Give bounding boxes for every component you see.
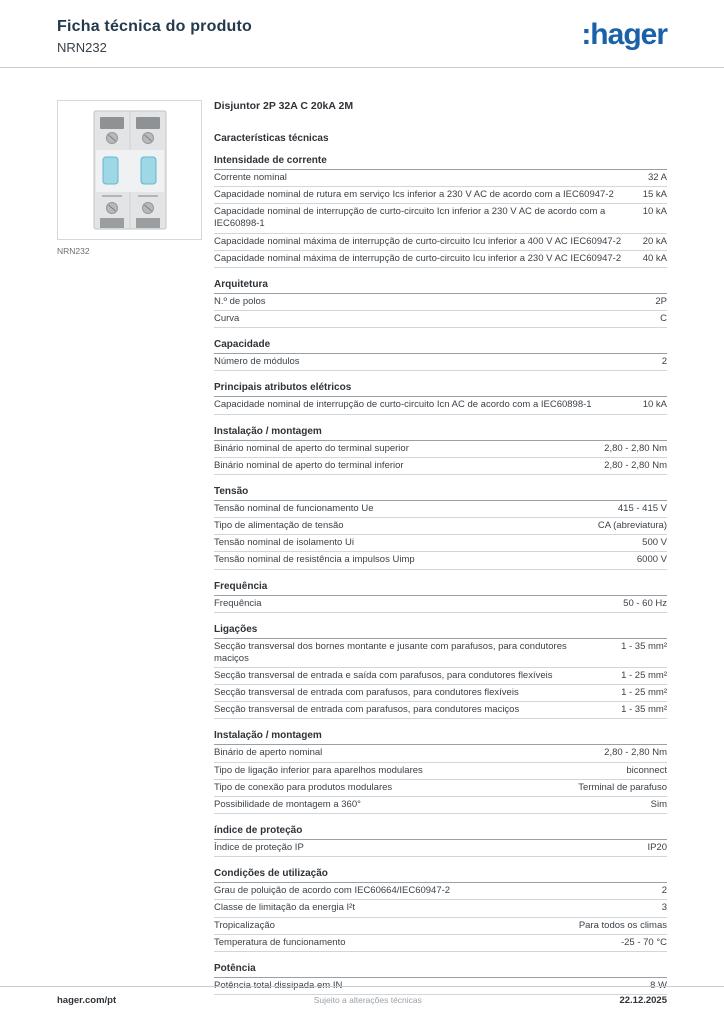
spec-row-label: Capacidade nominal de rutura em serviço Ics inferior a 230 V AC de acordo com a IEC60947-2 <box>214 189 614 201</box>
spec-row-value: 32 A <box>647 172 667 183</box>
spec-section <box>214 426 667 475</box>
spec-row <box>214 596 667 613</box>
spec-row-label: Tipo de ligação inferior para aparelhos modulares <box>214 764 423 776</box>
spec-row-value: 415 - 415 V <box>617 502 667 514</box>
content-area <box>0 100 724 995</box>
spec-row-label: Tipo de alimentação de tensão <box>214 520 344 532</box>
spec-row <box>214 501 667 518</box>
spec-row-value: 10 kA <box>642 399 667 411</box>
spec-row <box>214 918 667 935</box>
spec-row-label: Capacidade nominal de interrupção de curto-circuito Icn AC de acordo com a IEC60898-1 <box>214 399 592 411</box>
spec-row <box>214 518 667 535</box>
spec-column <box>214 100 667 995</box>
spec-row-value: 500 V <box>642 537 667 549</box>
spec-row-value: 15 kA <box>642 189 667 201</box>
spec-row-value: 1 - 25 mm² <box>621 687 667 699</box>
spec-row <box>214 354 667 371</box>
spec-row-value: 2,80 - 2,80 Nm <box>604 747 667 759</box>
spec-row <box>214 702 667 719</box>
spec-row-value: 1 - 35 mm² <box>621 704 667 716</box>
spec-row <box>214 780 667 797</box>
spec-row-label: Corrente nominal <box>214 172 287 183</box>
spec-section <box>214 339 667 371</box>
spec-row-label: Possibilidade de montagem a 360° <box>214 798 361 810</box>
spec-row <box>214 441 667 458</box>
spec-row <box>214 458 667 475</box>
hager-logo: :hager <box>581 18 667 51</box>
section-title: Arquitetura <box>214 279 667 294</box>
spec-section <box>214 279 667 328</box>
spec-row <box>214 639 667 668</box>
spec-row-value: 2P <box>655 295 667 307</box>
spec-row-label: Número de módulos <box>214 356 300 368</box>
spec-row-label: Capacidade nominal máxima de interrupção de curto-circuito Icu inferior a 230 V AC IEC60947-2 <box>214 252 622 264</box>
spec-row-label: Secção transversal de entrada com parafusos, para condutores maciços <box>214 704 520 716</box>
product-image <box>57 100 202 240</box>
section-title: Frequência <box>214 581 667 596</box>
spec-row <box>214 187 667 204</box>
spec-row <box>214 763 667 780</box>
spec-section <box>214 825 667 857</box>
spec-section <box>214 155 667 268</box>
spec-row-value: 8 W <box>650 979 667 991</box>
spec-row <box>214 668 667 685</box>
spec-row-label: Binário de aperto nominal <box>214 747 323 759</box>
page-footer <box>0 986 724 1024</box>
spec-section <box>214 868 667 952</box>
spec-row-value: Sim <box>650 798 667 810</box>
spec-row <box>214 170 667 187</box>
circuit-breaker-illustration <box>58 101 201 239</box>
spec-section <box>214 624 667 720</box>
spec-row-value: C <box>660 313 667 325</box>
spec-row-label: Secção transversal dos bornes montante e jusante com parafusos, para condutores maciços <box>214 640 567 664</box>
spec-row <box>214 840 667 857</box>
spec-row <box>214 552 667 569</box>
spec-row-value: 6000 V <box>636 554 667 566</box>
spec-row-label: Tensão nominal de funcionamento Ue <box>214 502 374 514</box>
product-image-caption: NRN232 <box>57 246 90 256</box>
spec-row-value: 1 - 25 mm² <box>621 669 667 681</box>
section-title: Capacidade <box>214 339 667 354</box>
spec-row-value: 2 <box>661 356 667 368</box>
spec-row-value: -25 - 70 °C <box>620 936 667 948</box>
spec-row <box>214 294 667 311</box>
header-divider <box>0 67 724 68</box>
spec-row-label: Tensão nominal de resistência a impulsos Uimp <box>214 554 415 566</box>
spec-row <box>214 234 667 251</box>
spec-row-value: biconnect <box>626 764 667 776</box>
spec-row-label: Secção transversal de entrada com parafusos, para condutores flexíveis <box>214 687 519 699</box>
spec-row-label: Tropicalização <box>214 919 275 931</box>
spec-row-value: 2 <box>661 885 667 897</box>
spec-row-value: 50 - 60 Hz <box>623 597 667 609</box>
spec-row-label: Binário nominal de aperto do terminal superior <box>214 442 409 454</box>
header-titles <box>57 18 252 55</box>
spec-row <box>214 685 667 702</box>
spec-row-value: 20 kA <box>642 235 667 247</box>
spec-row <box>214 745 667 762</box>
spec-row-label: Temperatura de funcionamento <box>214 936 346 948</box>
section-title: Condições de utilização <box>214 868 667 883</box>
spec-row-value: 1 - 35 mm² <box>621 640 667 652</box>
spec-row-value: Terminal de parafuso <box>578 781 667 793</box>
spec-row <box>214 251 667 268</box>
section-title: Instalação / montagem <box>214 730 667 745</box>
footer-website: hager.com/pt <box>57 995 117 1006</box>
section-title: Ligações <box>214 624 667 639</box>
product-reference: NRN232 <box>57 40 107 55</box>
spec-row <box>214 797 667 814</box>
spec-row-label: Capacidade nominal máxima de interrupção de curto-circuito Icu inferior a 400 V AC IEC60947-2 <box>214 235 622 247</box>
product-image-column <box>57 100 202 256</box>
section-title: Principais atributos elétricos <box>214 382 667 397</box>
spec-row <box>214 535 667 552</box>
product-heading: Disjuntor 2P 32A C 20kA 2M <box>214 100 354 112</box>
spec-row <box>214 204 667 233</box>
spec-row-label: Grau de poluição de acordo com IEC60664/IEC60947-2 <box>214 885 451 897</box>
spec-row-value: 10 kA <box>642 206 667 218</box>
spec-sections <box>214 155 667 995</box>
page-header <box>0 0 724 55</box>
spec-section <box>214 581 667 613</box>
spec-row-value: 40 kA <box>642 252 667 264</box>
spec-row-value: IP20 <box>647 842 667 854</box>
spec-row <box>214 311 667 328</box>
spec-row <box>214 935 667 952</box>
spec-row-value: Para todos os climas <box>578 919 667 931</box>
spec-row-label: Tensão nominal de isolamento Ui <box>214 537 354 549</box>
section-title: índice de proteção <box>214 825 667 840</box>
spec-row <box>214 397 667 414</box>
spec-section <box>214 730 667 814</box>
spec-section <box>214 382 667 414</box>
spec-row <box>214 883 667 900</box>
section-title: Tensão <box>214 486 667 501</box>
spec-row-label: N.º de polos <box>214 295 266 307</box>
spec-row-value: 2,80 - 2,80 Nm <box>604 459 667 471</box>
spec-row-value: CA (abreviatura) <box>597 520 667 532</box>
section-title: Instalação / montagem <box>214 426 667 441</box>
spec-row-label: Potência total dissipada em IN <box>214 979 343 991</box>
spec-row-label: Classe de limitação da energia I²t <box>214 902 355 914</box>
section-title: Intensidade de corrente <box>214 155 667 170</box>
spec-row-label: Secção transversal de entrada e saída com parafusos, para condutores flexíveis <box>214 669 553 681</box>
spec-section <box>214 486 667 570</box>
tech-characteristics-heading: Características técnicas <box>214 133 329 144</box>
spec-row <box>214 900 667 917</box>
spec-row-label: Tipo de conexão para produtos modulares <box>214 781 393 793</box>
spec-row-label: Capacidade nominal de interrupção de curto-circuito Icn inferior a 230 V AC de acordo com a IEC60898-1 <box>214 206 606 230</box>
spec-row-label: Binário nominal de aperto do terminal inferior <box>214 459 404 471</box>
footer-disclaimer: Sujeito a alterações técnicas <box>313 995 422 1005</box>
spec-row-label: Frequência <box>214 597 262 609</box>
spec-row-value: 3 <box>661 902 667 914</box>
footer-date: 22.12.2025 <box>619 995 667 1006</box>
spec-row-label: Curva <box>214 313 240 325</box>
section-title: Potência <box>214 963 667 978</box>
spec-row-value: 2,80 - 2,80 Nm <box>604 442 667 454</box>
spec-row-label: Índice de proteção IP <box>214 842 304 854</box>
page-title: Ficha técnica do produto <box>57 18 253 35</box>
